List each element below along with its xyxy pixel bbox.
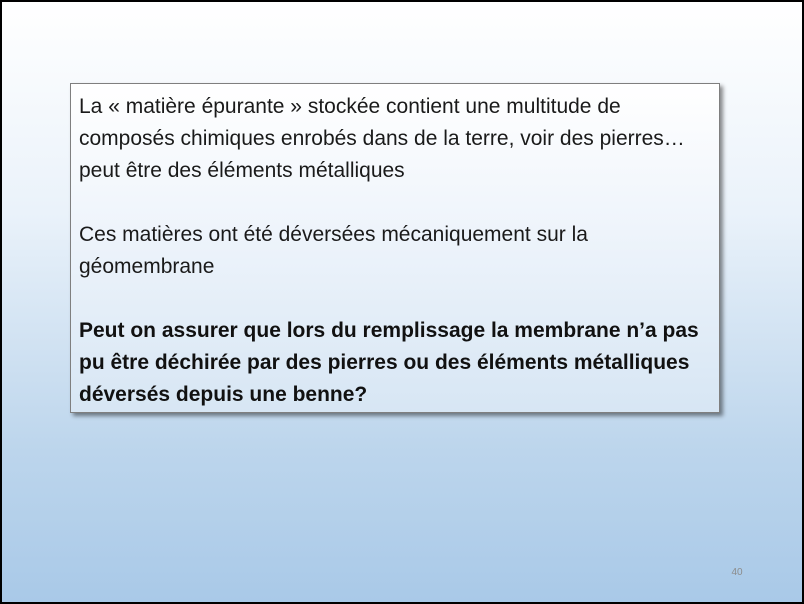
paragraph-dumped-material: Ces matières ont été déversées mécaniquement sur la géomembrane (79, 223, 588, 278)
content-text-box (70, 83, 720, 413)
paragraph-question: Peut on assurer que lors du remplissage la membrane n’a pas pu être déchirée par des pierres ou des éléments métalliques déversés depuis une benne? (79, 319, 699, 406)
paragraph-stored-material: La « matière épurante » stockée contient une multitude de composés chimiques enrobés dans de la terre, voir des pierres… peut être des éléments métalliques (79, 95, 685, 182)
slide-number: 40 (731, 567, 743, 578)
